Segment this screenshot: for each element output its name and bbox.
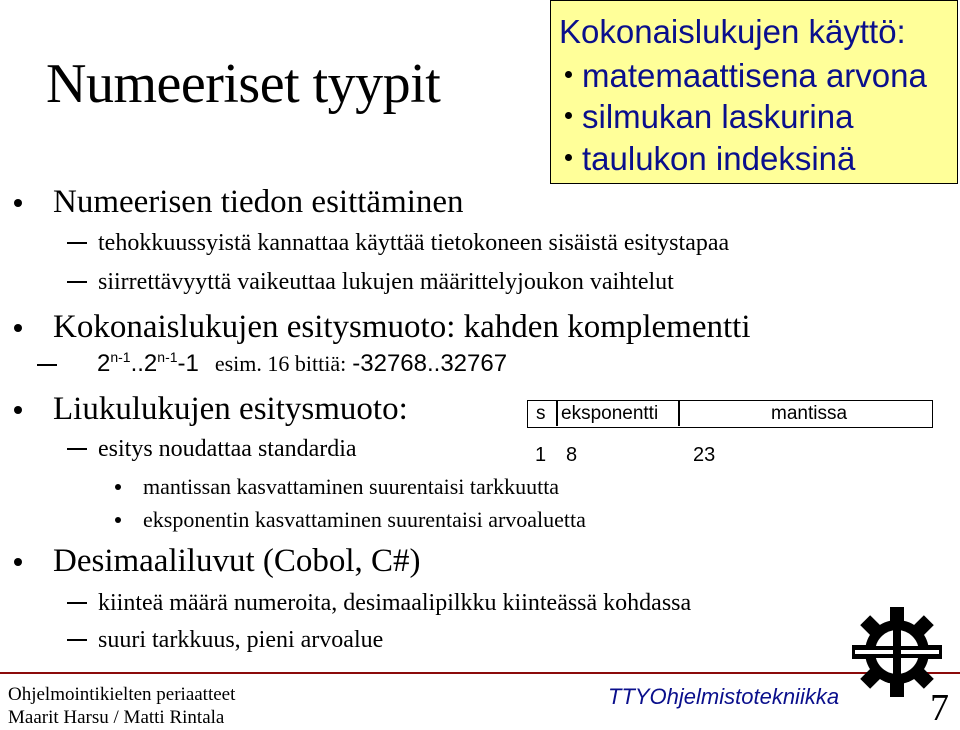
sub-bullet-text: siirrettävyyttä vaikeuttaa lukujen määrittelyjoukon vaihtelut [98,269,674,295]
footer-authors: Maarit Harsu / Matti Rintala [8,707,225,728]
bullet-text: Kokonaislukujen esitysmuoto: kahden komplementti [53,309,751,345]
dash-icon [67,242,87,244]
footer-course: Ohjelmointikielten periaatteet [8,684,236,705]
field-divider [678,401,680,426]
range-exponent: n-1 [157,349,178,365]
example-label: esim. 16 bittiä: [214,351,347,376]
dash-icon [67,448,87,450]
sub-sub-bullet-text: mantissan kasvattaminen suurentaisi tarkkuutta [143,474,560,499]
field-divider [556,401,558,426]
bullet-icon [565,112,572,119]
exponent-field: eksponentti [561,403,659,424]
bullet-text: Liukulukujen esitysmuoto: [53,391,408,427]
dash-icon [67,281,87,283]
range-expression [97,349,508,377]
callout-item [565,59,927,92]
dash-icon [37,364,57,366]
range-exponent: n-1 [110,349,131,365]
callout-item [565,142,855,175]
callout-item [565,100,853,133]
callout-item-text: taulukon indeksinä [582,140,856,177]
callout-heading: Kokonaislukujen käyttö: [559,13,906,50]
sign-bits: 1 [535,444,547,466]
dash-icon [67,602,87,604]
bullet-text: Numeerisen tiedon esittäminen [53,184,464,220]
bullet-icon [565,154,572,161]
dash-icon [67,639,87,641]
callout-item-text: matemaattisena arvona [582,57,927,94]
bullet-icon [14,558,22,566]
bullet-icon [14,199,22,207]
range-part: -1 [177,350,199,377]
sub-bullet-text: tehokkuussyistä kannattaa käyttää tietokoneen sisäistä esitystapaa [98,230,730,256]
footer-brand: TTYOhjelmistotekniikka [608,684,840,709]
sub-sub-bullet-text: eksponentin kasvattaminen suurentaisi arvoaluetta [143,507,586,532]
bullet-icon [14,324,22,332]
float-format-diagram [527,400,933,428]
footer-divider [0,672,960,674]
example-range: -32768..32767 [352,350,508,377]
mantissa-bits: 23 [693,444,716,466]
page-number: 7 [930,687,949,729]
bullet-icon [565,71,572,78]
bullet-icon [115,484,121,490]
slide-title: Numeeriset tyypit [46,53,441,115]
bullet-icon [14,406,22,414]
integer-usage-callout [550,0,958,184]
exponent-bits: 8 [566,444,578,466]
tty-gear-logo-icon [847,606,947,706]
mantissa-field: mantissa [771,403,848,424]
sub-bullet-text: suuri tarkkuus, pieni arvoalue [98,627,384,653]
bullet-text: Desimaaliluvut (Cobol, C#) [53,543,421,579]
bullet-icon [115,517,121,523]
sub-bullet-text: esitys noudattaa standardia [98,436,357,462]
range-part: ..2 [130,350,158,377]
range-part: 2 [97,350,111,377]
sub-bullet-text: kiinteä määrä numeroita, desimaalipilkku kiinteässä kohdassa [98,590,692,616]
sign-field: s [536,403,546,424]
callout-item-text: silmukan laskurina [582,98,854,135]
